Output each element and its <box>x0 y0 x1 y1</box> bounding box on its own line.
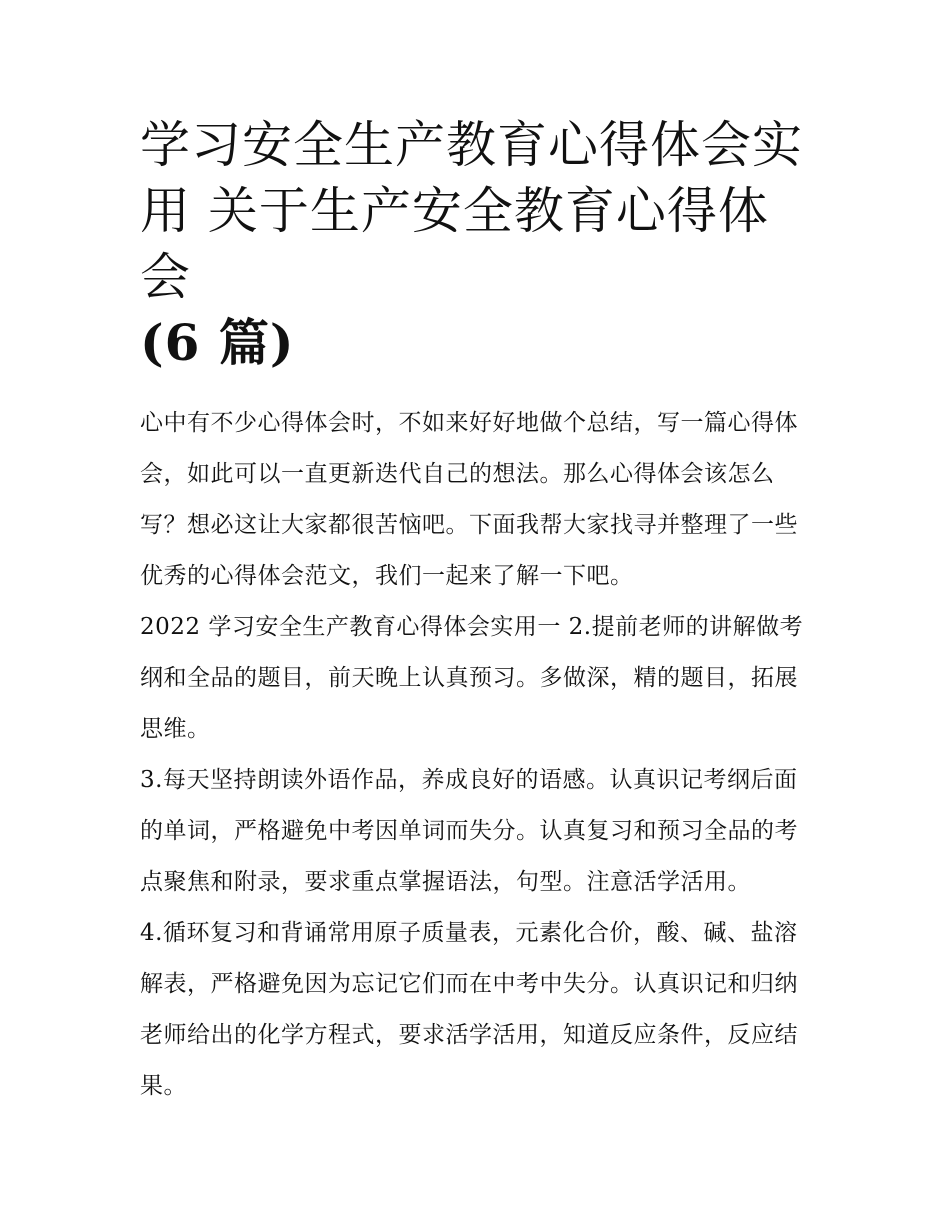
document-title <box>140 112 812 376</box>
intro-paragraph: 心中有不少心得体会时，不如来好好地做个总结，写一篇心得体会，如此可以一直更新迭代自己的想法。那么心得体会该怎么写？想必这让大家都很苦恼吧。下面我帮大家找寻并整理了一些优秀的心得体会范文，我们一起来了解一下吧。 <box>140 410 798 589</box>
title-line-1: 学习安全生产教育心得体会实 <box>140 116 803 174</box>
body-paragraph-3: 4.循环复习和背诵常用原子质量表，元素化合价，酸、碱、盐溶解表，严格避免因为忘记它们而在中考中失分。认真识记和归纳老师给出的化学方程式，要求活学活用，知道反应条件，反应结果。 <box>140 920 798 1099</box>
document-content <box>140 112 812 1112</box>
body-paragraph-1: 2022 学习安全生产教育心得体会实用一 2.提前老师的讲解做考纲和全品的题目，前天晚上认真预习。多做深，精的题目，拓展思维。 <box>140 614 804 742</box>
body-paragraph-2: 3.每天坚持朗读外语作品，养成良好的语感。认真识记考纲后面的单词，严格避免中考因单词而失分。认真复习和预习全品的考点聚焦和附录，要求重点掌握语法，句型。注意活学活用。 <box>140 767 798 895</box>
title-line-3: (6 篇) <box>140 313 295 372</box>
title-line-2: 用 关于生产安全教育心得体会 <box>140 182 769 306</box>
